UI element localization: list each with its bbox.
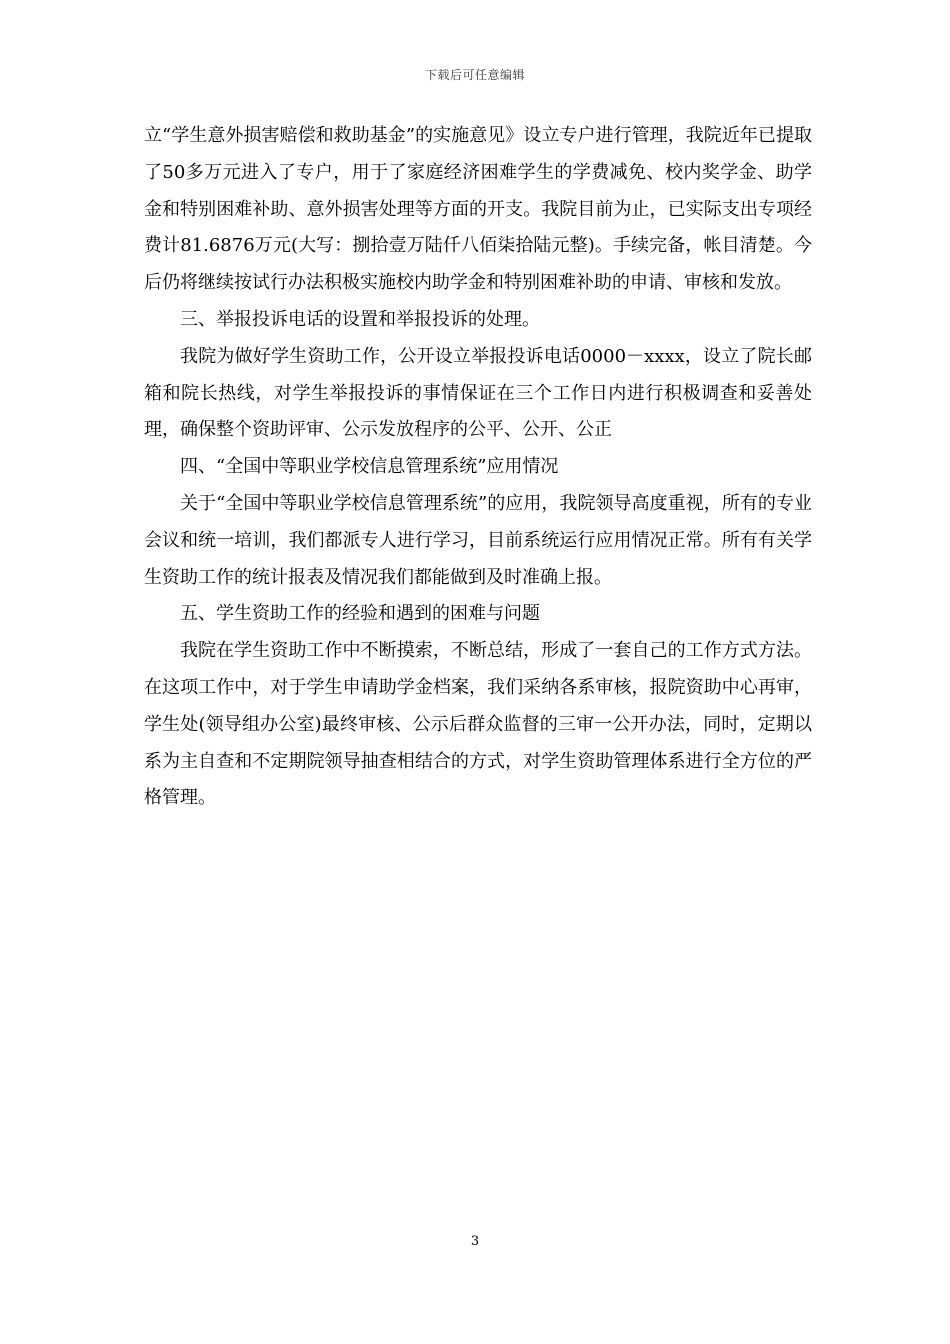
section-heading-complaint-hotline: 三、举报投诉电话的设置和举报投诉的处理。	[180, 308, 540, 330]
document-body	[144, 118, 812, 817]
paragraph-experience: 我院在学生资助工作中不断摸索，不断总结，形成了一套自己的工作方式方法。在这项工作中，对于学生申请助学金档案，我们采纳各系审核，报院资助中心再审，学生处(领导组办公室)最终审核、公示后群众监督的三审一公开办法，同时，定期以系为主自查和不定期院领导抽查相结合的方式，对学生资助管理体系进行全方位的严格管理。	[144, 640, 812, 809]
section-heading-info-system: 四、“全国中等职业学校信息管理系统”应用情况	[180, 456, 559, 478]
page-number: 3	[470, 1234, 480, 1249]
page-header: 下载后可任意编辑	[424, 68, 525, 82]
paragraph-info-system: 关于“全国中等职业学校信息管理系统”的应用，我院领导高度重视，所有的专业会议和统一培训，我们都派专人进行学习，目前系统运行应用情况正常。所有有关学生资助工作的统计报表及情况我们都能做到及时准确上报。	[144, 492, 812, 588]
section-heading-experience: 五、学生资助工作的经验和遇到的困难与问题	[180, 603, 540, 625]
paragraph-complaint-hotline: 我院为做好学生资助工作，公开设立举报投诉电话0000－xxxx，设立了院长邮箱和院长热线，对学生举报投诉的事情保证在三个工作日内进行积极调查和妥善处理，确保整个资助评审、公示发放程序的公平、公开、公正	[144, 345, 812, 441]
paragraph-fund-management: 立“学生意外损害赔偿和救助基金”的实施意见》设立专户进行管理，我院近年已提取了50多万元进入了专户，用于了家庭经济困难学生的学费减免、校内奖学金、助学金和特别困难补助、意外损害处理等方面的开支。我院目前为止，已实际支出专项经费计81.6876万元(大写：捌拾壹万陆仟八佰柒拾陆元整)。手续完备，帐目清楚。今后仍将继续按试行办法积极实施校内助学金和特别困难补助的申请、审核和发放。	[144, 125, 812, 294]
